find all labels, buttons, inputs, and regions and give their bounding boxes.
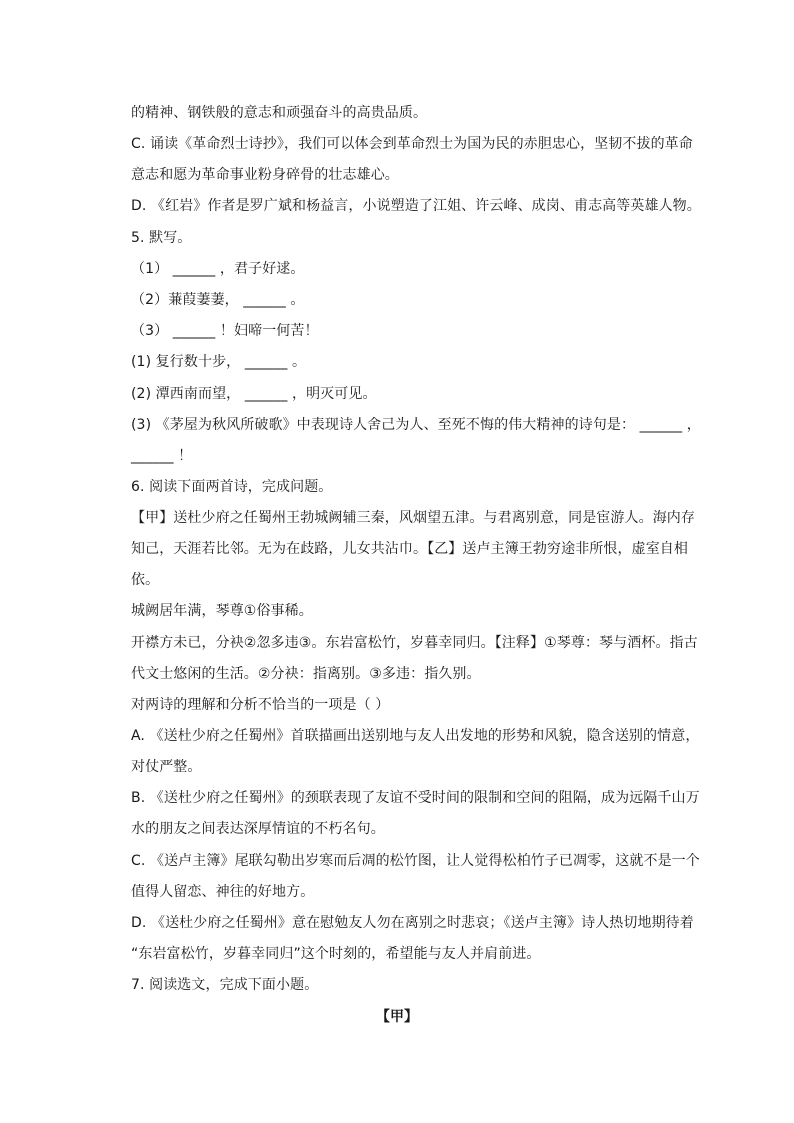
dictation-item-3: （3） ______ ！妇啼一何苦！: [131, 323, 319, 339]
option-d-line: D. 《红岩》作者是罗广斌和杨益言，小说塑造了江姐、许云峰、成岗、甫志高等英雄人物。: [131, 198, 701, 214]
question-7-title: 7. 阅读选文，完成下面小题。: [131, 977, 319, 993]
option-a-line-1: A. 《送杜少府之任蜀州》首联描画出送别地与友人出发地的形势和风貌，隐含送别的情意，: [131, 728, 700, 744]
poem-notes-line-2: 代文士悠闲的生活。②分袂：指离别。③多违：指久别。: [131, 666, 481, 682]
option-c-line-1: C. 诵读《革命烈士诗抄》，我们可以体会到革命烈士为国为民的赤胆忠心，坚韧不拔的革命: [131, 136, 693, 152]
dictation-item-6-line-1: (3) 《茅屋为秋风所破歌》中表现诗人舍己为人、至死不悔的伟大精神的诗句是： ______ ，: [131, 417, 701, 433]
text-line: 的精神、钢铁般的意志和顽强奋斗的高贵品质。: [131, 105, 428, 121]
dictation-item-1: （1） ______ ，君子好逑。: [131, 261, 305, 277]
option-b-line-1: B. 《送杜少府之任蜀州》的颈联表现了友谊不受时间的限制和空间的阻隔，成为远隔千山万: [131, 790, 700, 806]
option-a-line-2: 对仗严整。: [131, 759, 202, 775]
question-5-title: 5. 默写。: [131, 230, 192, 246]
poem-line-4: 城阙居年满，琴尊①俗事稀。: [131, 603, 313, 619]
poem-line-2: 知己，天涯若比邻。无为在歧路，儿女共沾巾。【乙】送卢主簿王勃穷途非所恨，虚室自相: [131, 541, 688, 557]
question-6-title: 6. 阅读下面两首诗，完成问题。: [131, 479, 333, 495]
option-d2-line-2: “东岩富松竹，岁暮幸同归”这个时刻的，希望能与友人并肩前进。: [131, 946, 541, 962]
dictation-item-2: （2）蒹葭萋萋， ______ 。: [131, 292, 305, 308]
section-heading: 【甲】: [375, 1009, 419, 1025]
option-c2-line-1: C. 《送卢主簿》尾联勾勒出岁寒而后凋的松竹图，让人觉得松柏竹子已凋零，这就不是一个: [131, 853, 700, 869]
poem-line-3: 依。: [131, 572, 160, 588]
option-c-line-2: 意志和愿为革命事业粉身碎骨的壮志雄心。: [131, 167, 399, 183]
question-6-prompt: 对两诗的理解和分析不恰当的一项是（ ）: [131, 697, 390, 713]
option-c2-line-2: 值得人留恋、神往的好地方。: [131, 884, 315, 900]
option-b-line-2: 水的朋友之间表达深厚情谊的不朽名句。: [131, 821, 385, 837]
dictation-item-5: (2) 潭西南而望， ______ ，明灭可见。: [131, 386, 377, 402]
poem-notes-line-1: 开襟方未已，分袂②忽多违③。东岩富松竹，岁暮幸同归。【注释】①琴尊：琴与酒杯。指古: [131, 635, 698, 651]
dictation-item-4: (1) 复行数十步， ______ 。: [131, 354, 307, 370]
poem-line-1: 【甲】送杜少府之任蜀州王勃城阙辅三秦，风烟望五津。与君离别意，同是宦游人。海内存: [131, 510, 695, 526]
option-d2-line-1: D. 《送杜少府之任蜀州》意在慰勉友人勿在离别之时悲哀；《送卢主簿》诗人热切地期待着: [131, 915, 694, 931]
dictation-item-6-line-2: ______ ！: [131, 448, 193, 464]
